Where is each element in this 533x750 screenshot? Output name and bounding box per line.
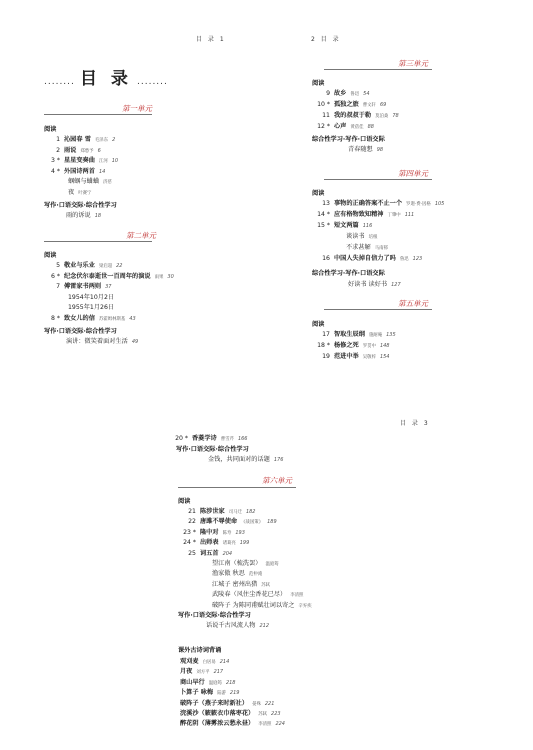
toc-entry <box>212 589 303 598</box>
entry-title: 破阵子 为陈同甫赋壮词以寄之 <box>212 601 295 609</box>
entry-author: 《战国策》 <box>241 520 264 526</box>
entry-author: 辛弃疾 <box>298 603 312 609</box>
entry-author: 李清照 <box>290 593 304 599</box>
entry-title: 浣溪沙（簌簌衣巾落枣花） <box>180 710 255 717</box>
entry-number: 25 <box>188 549 196 557</box>
entry-title: 词五首 <box>200 549 219 557</box>
entry-author: 施耐庵 <box>368 333 383 338</box>
entry-number: 6 * <box>51 272 60 280</box>
toc-entry <box>44 145 101 154</box>
entry-author: 温庭筠 <box>265 562 279 567</box>
entry-page: 199 <box>239 540 250 547</box>
entry-author: 江河 <box>98 159 108 165</box>
entry-title: 渔家傲 秋思 <box>212 570 245 578</box>
entry-page: 154 <box>379 354 390 360</box>
entry-number: 12 * <box>317 123 330 130</box>
entry-title: 雨说 <box>64 146 77 154</box>
entry-title: 纪念伏尔泰逝世一百周年的演说 <box>64 272 151 280</box>
toc-entry <box>68 176 112 185</box>
entry-title: 1954年10月2日 <box>68 293 115 301</box>
entry-author: 晏殊 <box>252 701 261 707</box>
toc-entry <box>346 242 388 251</box>
entry-page: 221 <box>264 700 275 707</box>
entry-page: 217 <box>213 669 224 676</box>
unit3-writing-item: 青春随想 98 <box>348 146 384 153</box>
entry-page: 219 <box>229 690 240 697</box>
entry-page: 78 <box>392 113 399 119</box>
unit3-label: 第三单元 <box>398 59 428 68</box>
entry-author: 曹雪芹 <box>220 437 234 442</box>
toc-entry <box>178 537 249 546</box>
entry-author: 鲁迅 <box>399 257 409 262</box>
title-dots-right: ........ <box>137 77 168 87</box>
entry-number: 23 * <box>183 528 196 536</box>
entry-title: 陈涉世家 <box>200 508 225 515</box>
entry-number: 11 <box>322 112 330 119</box>
entry-page: 30 <box>167 273 174 280</box>
page-header-2: 2 目 录 <box>311 36 341 43</box>
unit2-read-heading: 阅读 <box>44 252 57 259</box>
entry-title: 智取生辰纲 <box>334 331 365 338</box>
toc-entry <box>312 209 414 218</box>
toc-entry <box>178 548 232 557</box>
page-header-1: 目 录 1 <box>196 36 226 43</box>
entry-title: 应有格物致知精神 <box>334 211 384 218</box>
entry-number: 2 <box>56 146 60 154</box>
entry-author: 温庭筠 <box>208 680 222 686</box>
toc-entry <box>170 433 247 442</box>
entry-page: 182 <box>245 509 256 515</box>
extra-heading: 课外古诗词背诵 <box>178 647 222 654</box>
entry-number: 8 * <box>51 315 60 322</box>
entry-author: 白居易 <box>202 660 216 665</box>
entry-page: 148 <box>379 343 390 349</box>
entry-author: 叶赛宁 <box>78 191 92 196</box>
entry-page: 116 <box>362 223 373 229</box>
entry-number: 10 * <box>317 101 330 108</box>
entry-page: 214 <box>219 659 230 665</box>
entry-page: 37 <box>105 284 112 291</box>
unit1-writing-heading: 写作·口语交际·综合性学习 <box>44 202 117 209</box>
entry-page: 22 <box>116 263 123 269</box>
toc-entry <box>44 281 112 290</box>
entry-page: 88 <box>367 124 374 130</box>
entry-title: 谈读书 <box>346 233 365 240</box>
entry-title: 武陵春（风住尘香花已尽） <box>212 591 287 599</box>
entry-page: 14 <box>98 168 106 175</box>
extra-entry <box>180 708 281 717</box>
extra-entry <box>180 698 274 707</box>
entry-title: 中国人失掉自信力了吗 <box>334 255 396 262</box>
entry-author: 苏轼 <box>258 712 268 717</box>
toc-entry <box>312 340 389 349</box>
toc-entry <box>44 260 123 269</box>
entry-author: 苏轼 <box>261 582 271 588</box>
entry-author: 范仲淹 <box>248 572 263 578</box>
toc-entry <box>212 579 270 588</box>
toc-entry <box>212 558 279 567</box>
unit3-underline <box>324 69 432 70</box>
entry-number: 4 * <box>51 167 60 175</box>
unit6-writing-item: 话说千古风流人物 212 <box>206 622 270 629</box>
unit4-writing-item: 好读书 读好书 127 <box>348 281 401 288</box>
entry-author: 罗贯中 <box>362 344 376 349</box>
entry-author: 罗迦·费·因格 <box>406 202 431 207</box>
entry-number: 19 <box>322 353 330 360</box>
toc-title <box>44 64 168 89</box>
entry-page: 223 <box>271 711 281 717</box>
entry-number: 20 * <box>175 435 188 442</box>
entry-page: 6 <box>97 147 101 154</box>
entry-title: 月夜 <box>180 668 193 676</box>
entry-title: 傅雷家书两则 <box>64 283 102 291</box>
unit4-underline <box>324 179 432 180</box>
unit5-label: 第五单元 <box>398 299 428 308</box>
toc-entry <box>312 121 374 130</box>
entry-author: 黄蓓佳 <box>350 125 364 130</box>
entry-number: 15 * <box>317 222 330 229</box>
entry-author: 鲁迅 <box>350 92 360 97</box>
page-title: 目 录 <box>79 69 132 89</box>
entry-author: 李清照 <box>258 722 272 728</box>
toc-entry <box>44 155 118 164</box>
toc-entry <box>312 110 399 119</box>
entry-page: 135 <box>386 332 396 338</box>
entry-title: 蝈蝈与蛐蛐 <box>68 178 99 186</box>
extra-entry <box>180 666 223 675</box>
entry-author: 济慈 <box>102 180 112 186</box>
toc-entry <box>346 231 377 240</box>
toc-entry <box>44 313 136 322</box>
entry-number: 14 * <box>317 211 330 218</box>
entry-title: 江城子 密州出猎 <box>212 580 258 588</box>
entry-author: 雨果 <box>154 274 164 280</box>
entry-page: 193 <box>235 529 245 536</box>
toc-entry <box>312 253 422 262</box>
entry-title: 故乡 <box>334 90 347 97</box>
entry-author: 莫泊桑 <box>375 114 389 119</box>
entry-title: 望江南（梳洗罢） <box>212 560 262 567</box>
entry-title: 香菱学诗 <box>192 435 217 442</box>
toc-entry <box>212 600 312 609</box>
entry-title: 短文两篇 <box>334 222 359 229</box>
entry-author: 诸葛亮 <box>222 541 236 547</box>
unit6-read-heading: 阅读 <box>178 498 191 505</box>
entry-page: 2 <box>112 137 116 143</box>
entry-title: 不求甚解 <box>346 244 371 251</box>
entry-title: 沁园春 雪 <box>64 136 91 143</box>
entry-author: 陆游 <box>217 691 226 697</box>
entry-page: 54 <box>363 91 370 97</box>
unit1-label: 第一单元 <box>122 104 152 113</box>
toc-entry <box>178 506 255 515</box>
toc-entry <box>68 292 114 301</box>
entry-page: 123 <box>412 256 423 262</box>
toc-entry <box>312 99 386 108</box>
entry-title: 唐雎不辱使命 <box>200 518 238 526</box>
extra-entry <box>180 656 229 665</box>
unit2-underline <box>44 241 152 242</box>
entry-author: 马南邨 <box>374 246 388 251</box>
toc-entry <box>44 166 105 175</box>
entry-number: 17 <box>322 331 330 338</box>
toc-entry <box>68 302 114 311</box>
extra-entry <box>180 687 239 696</box>
entry-title: 观刈麦 <box>180 658 199 665</box>
entry-number: 22 <box>188 518 196 526</box>
entry-number: 18 * <box>317 342 330 349</box>
entry-title: 醉花阴（薄雾浓云愁永昼） <box>180 720 255 728</box>
toc-entry <box>178 516 277 525</box>
entry-author: 苏霍姆林斯基 <box>98 317 126 322</box>
unit2-writing-heading: 写作·口语交际·综合性学习 <box>44 328 117 335</box>
entry-number: 3 * <box>51 157 60 165</box>
unit5-read-heading: 阅读 <box>312 321 325 328</box>
entry-author: 丁肇中 <box>387 213 401 218</box>
entry-author: 吴敬梓 <box>362 355 376 360</box>
entry-title: 1955年1月26日 <box>68 304 115 312</box>
entry-number: 1 <box>56 136 60 143</box>
toc-entry <box>44 271 174 280</box>
toc-entry <box>312 88 370 97</box>
entry-number: 9 <box>326 90 330 97</box>
entry-page: 224 <box>275 721 285 728</box>
entry-page: 166 <box>237 436 248 442</box>
entry-title: 星星变奏曲 <box>64 157 95 165</box>
entry-page: 10 <box>111 158 119 165</box>
entry-author: 陈寿 <box>222 530 232 536</box>
entry-number: 24 * <box>183 539 196 547</box>
unit6-writing-heading: 写作·口语交际·综合性学习 <box>178 612 251 619</box>
entry-number: 7 <box>56 283 60 291</box>
unit1-underline <box>44 114 152 115</box>
unit5-underline <box>324 309 432 310</box>
entry-page: 43 <box>129 316 136 322</box>
entry-title: 破阵子（燕子来时新社） <box>180 699 249 707</box>
unit4-writing-heading: 综合性学习·写作·口语交际 <box>312 270 385 277</box>
page-header-3: 目 录 3 <box>400 420 430 427</box>
extra-entry <box>180 718 285 727</box>
title-dots-left: ........ <box>44 77 75 87</box>
entry-number: 5 <box>56 262 60 269</box>
entry-author: 司马迁 <box>228 510 242 515</box>
page3-top-writing-item: 金钱，共同面对的话题 176 <box>208 456 284 463</box>
entry-title: 出师表 <box>200 539 219 547</box>
entry-title: 夜 <box>68 189 75 196</box>
entry-title: 我的叔叔于勒 <box>334 112 372 119</box>
entry-page: 204 <box>222 550 233 557</box>
entry-title: 外国诗两首 <box>64 167 95 175</box>
unit2-writing-item: 演讲：微笑着面对生活 49 <box>66 338 139 345</box>
unit3-writing-heading: 综合性学习·写作·口语交际 <box>312 136 385 143</box>
toc-entry <box>212 568 262 577</box>
toc-entry <box>44 134 115 143</box>
entry-title: 隆中对 <box>200 528 219 536</box>
entry-title: 商山早行 <box>180 678 205 686</box>
entry-author: 刘方平 <box>196 670 210 676</box>
toc-entry <box>312 198 444 207</box>
entry-title: 孤独之旅 <box>334 101 359 108</box>
entry-author: 郑愁予 <box>80 148 94 154</box>
unit6-underline <box>178 487 296 488</box>
entry-author: 曹文轩 <box>362 103 376 108</box>
unit1-writing-item: 雨的诉说 18 <box>66 212 102 219</box>
entry-title: 致女儿的信 <box>64 315 95 322</box>
entry-author: 培根 <box>368 235 378 240</box>
entry-number: 21 <box>188 508 196 515</box>
entry-title: 杨修之死 <box>334 342 359 349</box>
toc-entry <box>312 329 396 338</box>
entry-title: 心声 <box>334 123 347 130</box>
unit2-label: 第二单元 <box>126 231 156 240</box>
entry-title: 敬业与乐业 <box>64 262 95 269</box>
page3-top-writing-heading: 写作·口语交际·综合性学习 <box>176 446 249 453</box>
entry-page: 69 <box>379 102 387 108</box>
toc-entry <box>312 220 372 229</box>
unit1-read-heading: 阅读 <box>44 126 57 133</box>
entry-page: 105 <box>434 201 445 207</box>
entry-number: 13 <box>322 200 330 207</box>
entry-title: 范进中举 <box>334 353 359 360</box>
toc-entry <box>178 527 245 536</box>
unit6-label: 第六单元 <box>262 476 292 485</box>
entry-title: 事物的正确答案不止一个 <box>334 200 403 207</box>
entry-title: 卜算子 咏梅 <box>180 689 214 697</box>
entry-author: 梁启超 <box>98 264 113 269</box>
unit4-read-heading: 阅读 <box>312 190 325 197</box>
entry-page: 218 <box>225 679 236 686</box>
unit3-read-heading: 阅读 <box>312 80 325 87</box>
entry-author: 毛泽东 <box>94 138 109 143</box>
entry-page: 111 <box>404 212 415 218</box>
entry-number: 16 <box>322 255 330 262</box>
unit4-label: 第四单元 <box>398 169 428 178</box>
entry-page: 189 <box>267 519 277 526</box>
toc-entry <box>68 187 91 196</box>
extra-entry <box>180 677 235 686</box>
toc-entry <box>312 351 389 360</box>
